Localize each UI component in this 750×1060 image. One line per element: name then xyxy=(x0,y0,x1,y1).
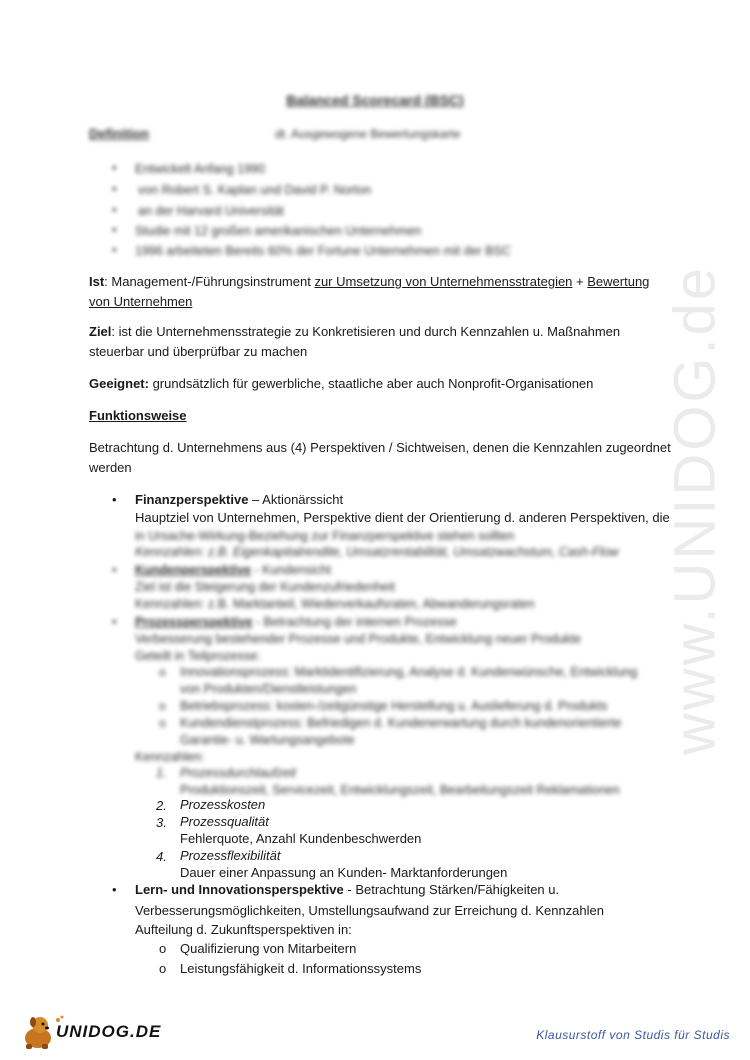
logo-text: UNIDOG.DE xyxy=(56,1022,162,1041)
list-number: 4. xyxy=(156,849,167,864)
prozess-sub-2: Betriebsprozess: kosten-/zeitgünstige Herstellung u. Auslieferung d. Produkts xyxy=(180,699,608,713)
def-bullet-4: Studie mit 12 großen amerikanischen Unternehmen xyxy=(135,224,422,238)
bullet-icon: • xyxy=(112,160,117,175)
footer-tagline: Klausurstoff von Studis für Studis xyxy=(536,1028,730,1042)
num1-detail: Produktionszeit, Servicezeit, Entwicklungszeit, Bearbeitungszeit Reklamationen xyxy=(180,783,620,797)
num4-title: Prozessflexibilität xyxy=(180,848,281,863)
prozess-line-3: Geteilt in Teilprozesse: xyxy=(135,649,261,663)
finanz-line-2: Hauptziel von Unternehmen, Perspektive dient der Orientierung d. anderen Perspektiven, die xyxy=(135,510,670,525)
prozess-sub-3b: Garantie- u. Wartungsangebote xyxy=(180,733,355,747)
bullet-icon: • xyxy=(112,562,117,577)
ist-underline-1: zur Umsetzung von Unternehmensstrategien xyxy=(314,274,573,289)
bullet-icon: • xyxy=(112,202,117,217)
num3-title: Prozessqualität xyxy=(180,814,269,829)
ziel-line-1: Ziel: ist die Unternehmensstrategie zu Konkretisieren und durch Kennzahlen u. Maßnahmen xyxy=(89,324,621,339)
def-bullet-5: 1996 arbeiteten Bereits 60% der Fortune Unternehmen mit der BSC xyxy=(135,244,511,258)
finanz-line-4: Kennzahlen: z.B. Eigenkapitalrendite, Umsatzrentabilität, Umsatzwachstum, Cash-Flow xyxy=(135,545,619,559)
definition-label: Definition xyxy=(89,126,149,141)
lern-sub-2: Leistungsfähigkeit d. Informationssystems xyxy=(180,961,422,976)
bullet-icon: • xyxy=(112,614,117,629)
kennzahlen-label: Kennzahlen: xyxy=(135,750,205,764)
prozess-sub-3a: Kundendienstprozess: Befriedigen d. Kundenerwartung durch kundenorientierte xyxy=(180,716,622,730)
bullet-icon: • xyxy=(112,222,117,237)
ziel-label: Ziel xyxy=(89,324,112,339)
ist-line-1: Ist: Management-/Führungsinstrument zur Umsetzung von Unternehmensstrategien + Bewertung xyxy=(89,274,650,289)
document-title: Balanced Scorecard (BSC) xyxy=(286,92,464,108)
num3-detail: Fehlerquote, Anzahl Kundenbeschwerden xyxy=(180,831,422,846)
geeignet-line: Geeignet: grundsätzlich für gewerbliche, staatliche aber auch Nonprofit-Organisationen xyxy=(89,376,594,391)
bullet-icon: • xyxy=(112,242,117,257)
circle-bullet-icon: o xyxy=(159,716,166,730)
prozess-sub-1a: Innovationsprozess: Marktidentifizierung, Analyse d. Kundenwünsche, Entwicklung xyxy=(180,665,638,679)
ist-line-2: von Unternehmen xyxy=(89,294,193,309)
definition-text: dt. Ausgewogene Bewertungskarte xyxy=(275,127,461,141)
num1-title: Prozessdurchlaufzeit xyxy=(180,766,297,780)
betrachtung-line-2: werden xyxy=(89,460,132,475)
lern-sub-1: Qualifizierung von Mitarbeitern xyxy=(180,941,357,956)
def-bullet-2: von Robert S. Kaplan und David P. Norton xyxy=(138,183,372,197)
num4-detail: Dauer einer Anpassung an Kunden- Marktanforderungen xyxy=(180,865,508,880)
bullet-icon: • xyxy=(112,492,117,507)
def-bullet-1: Entwickelt Anfang 1990 xyxy=(135,162,265,176)
ist-underline-2: Bewertung xyxy=(587,274,650,289)
bullet-icon: • xyxy=(112,181,117,196)
ziel-line-2: steuerbar und überprüfbar zu machen xyxy=(89,344,308,359)
num2-title: Prozesskosten xyxy=(180,797,266,812)
lern-line-3: Aufteilung d. Zukunftsperspektiven in: xyxy=(135,922,352,937)
betrachtung-line-1: Betrachtung d. Unternehmens aus (4) Perspektiven / Sichtweisen, denen die Kennzahlen zugeordnet xyxy=(89,440,671,455)
list-number: 1. xyxy=(156,765,167,780)
funktionsweise-heading: Funktionsweise xyxy=(89,408,187,423)
list-number: 2. xyxy=(156,798,167,813)
kunden-line-2: Ziel ist die Steigerung der Kundenzufriedenheit xyxy=(135,580,395,594)
kunden-line-3: Kennzahlen: z.B. Marktanteil, Wiederverkaufsraten, Abwanderungsraten xyxy=(135,597,535,611)
prozess-title: Prozessperspektive - Betrachtung der internen Prozesse xyxy=(135,615,457,629)
list-number: 3. xyxy=(156,815,167,830)
finanz-line-3: in Ursache-Wirkung-Beziehung zur Finanzperspektive stehen sollten xyxy=(135,529,515,543)
finanz-title: Finanzperspektive – Aktionärssicht xyxy=(135,492,344,507)
lern-line-2: Verbesserungsmöglichkeiten, Umstellungsaufwand zur Erreichung d. Kennzahlen xyxy=(135,903,604,918)
bullet-icon: • xyxy=(112,882,117,897)
circle-bullet-icon: o xyxy=(159,665,166,679)
circle-bullet-icon: o xyxy=(159,961,167,976)
watermark: www.UNIDOG.de xyxy=(662,264,728,756)
geeignet-label: Geeignet: xyxy=(89,376,149,391)
kunden-title: Kundenperspektive - Kundensicht xyxy=(135,563,331,577)
def-bullet-3: an der Harvard Universität xyxy=(138,204,284,218)
prozess-line-2: Verbesserung bestehender Prozesse und Produkte, Entwicklung neuer Produkte xyxy=(135,632,582,646)
lern-title: Lern- und Innovationsperspektive - Betrachtung Stärken/Fähigkeiten u. xyxy=(135,882,560,897)
circle-bullet-icon: o xyxy=(159,699,166,713)
ist-label: Ist xyxy=(89,274,105,289)
circle-bullet-icon: o xyxy=(159,941,167,956)
prozess-sub-1b: von Produkten/Dienstleistungen xyxy=(180,682,357,696)
